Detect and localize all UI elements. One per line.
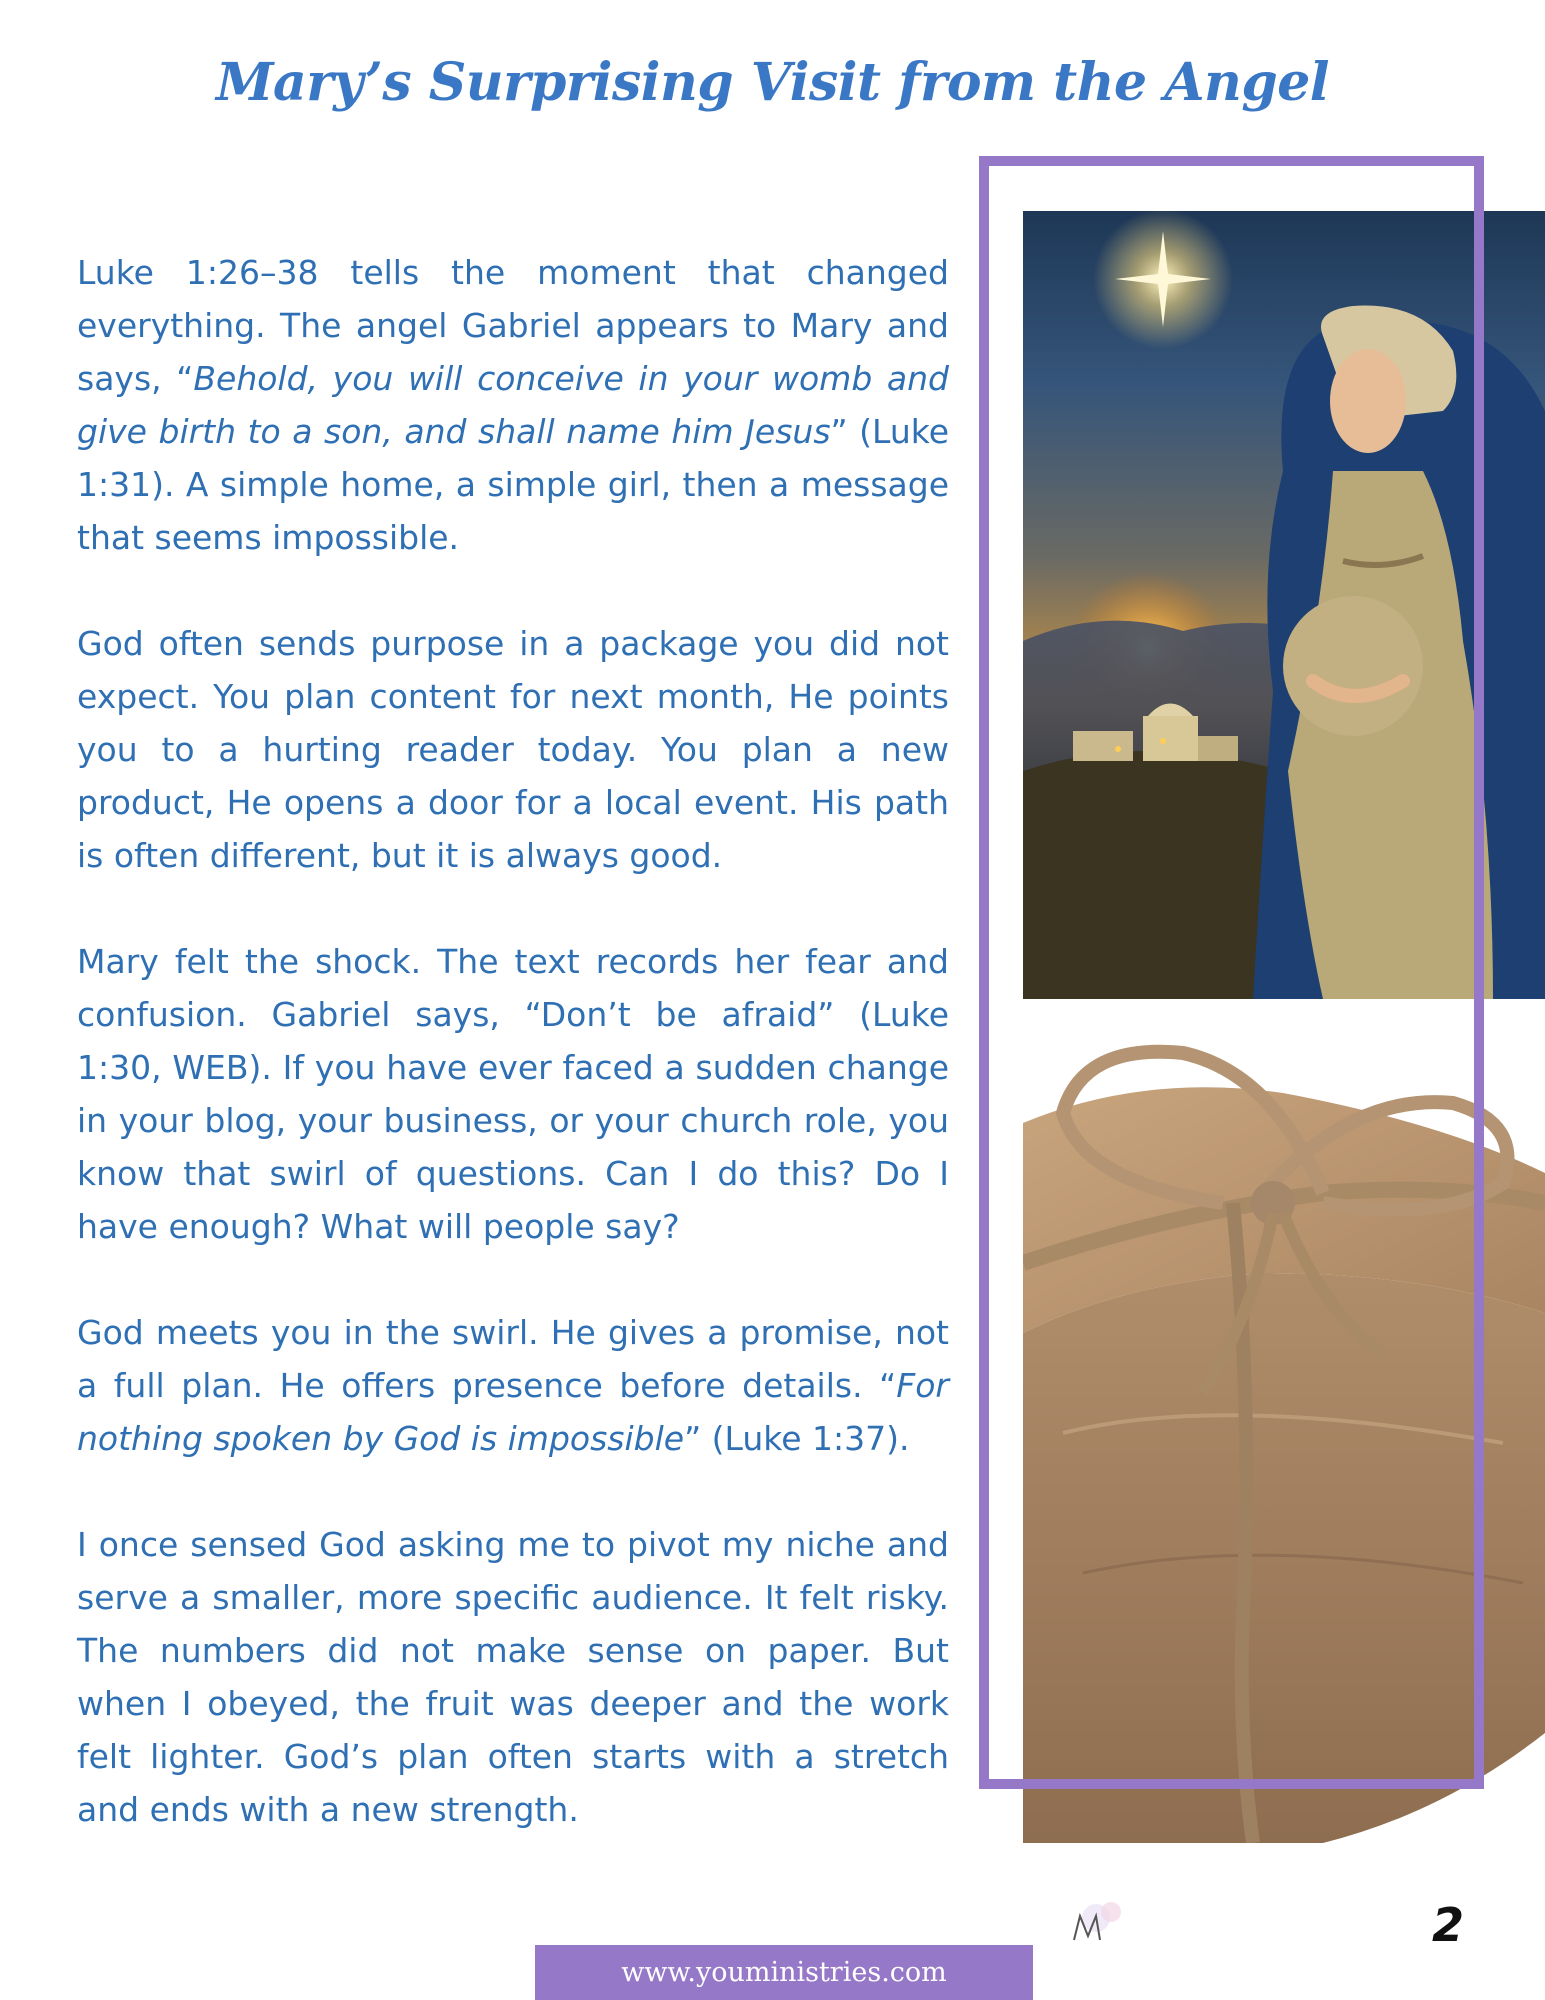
paragraph-1 <box>77 246 949 564</box>
footer-website-link[interactable]: www.youministries.com <box>535 1945 1033 2000</box>
paragraph-1-tail: ” (Luke 1:31). A simple home, a simple girl, then a message that seems impossible. <box>77 412 949 557</box>
page-number: 2 <box>1431 1898 1464 1952</box>
paragraph-4-tail: ” (Luke 1:37). <box>684 1419 910 1458</box>
ministries-logo-mark <box>1066 1896 1156 1956</box>
paragraph-2: God often sends purpose in a package you did not expect. You plan content for next month, He points you to a hurting reader today. You plan a new product, He opens a door for a local event. His path is often different, but it is always good. <box>77 624 949 875</box>
paragraph-4-lead: God meets you in the swirl. He gives a promise, not a full plan. He offers presence before details. “ <box>77 1313 949 1405</box>
paragraph-4 <box>77 1306 949 1465</box>
paragraph-1-lead: Luke 1:26–38 tells the moment that changed everything. The angel Gabriel appears to Mary and says, “ <box>77 253 949 398</box>
paragraph-3: Mary felt the shock. The text records her fear and confusion. Gabriel says, “Don’t be afraid” (Luke 1:30, WEB). If you have ever faced a sudden change in your blog, your business, or your church role, you know that swirl of questions. Can I do this? Do I have enough? What will people say? <box>77 942 949 1246</box>
ministries-logo <box>1066 1896 1156 1956</box>
paragraph-5: I once sensed God asking me to pivot my niche and serve a smaller, more specific audience. It felt risky. The numbers did not make sense on paper. But when I obeyed, the fruit was deeper and the work felt lighter. God’s plan often starts with a stretch and ends with a new strength. <box>77 1525 949 1829</box>
decorative-frame <box>979 156 1484 1789</box>
page-title: Mary’s Surprising Visit from the Angel <box>215 52 1330 113</box>
scripture-quote-luke-1-37: For nothing spoken by God is impossible <box>77 1366 949 1458</box>
scripture-quote-luke-1-31: Behold, you will conceive in your womb and give birth to a son, and shall name him Jesus <box>77 359 949 451</box>
article-body <box>77 246 949 1889</box>
